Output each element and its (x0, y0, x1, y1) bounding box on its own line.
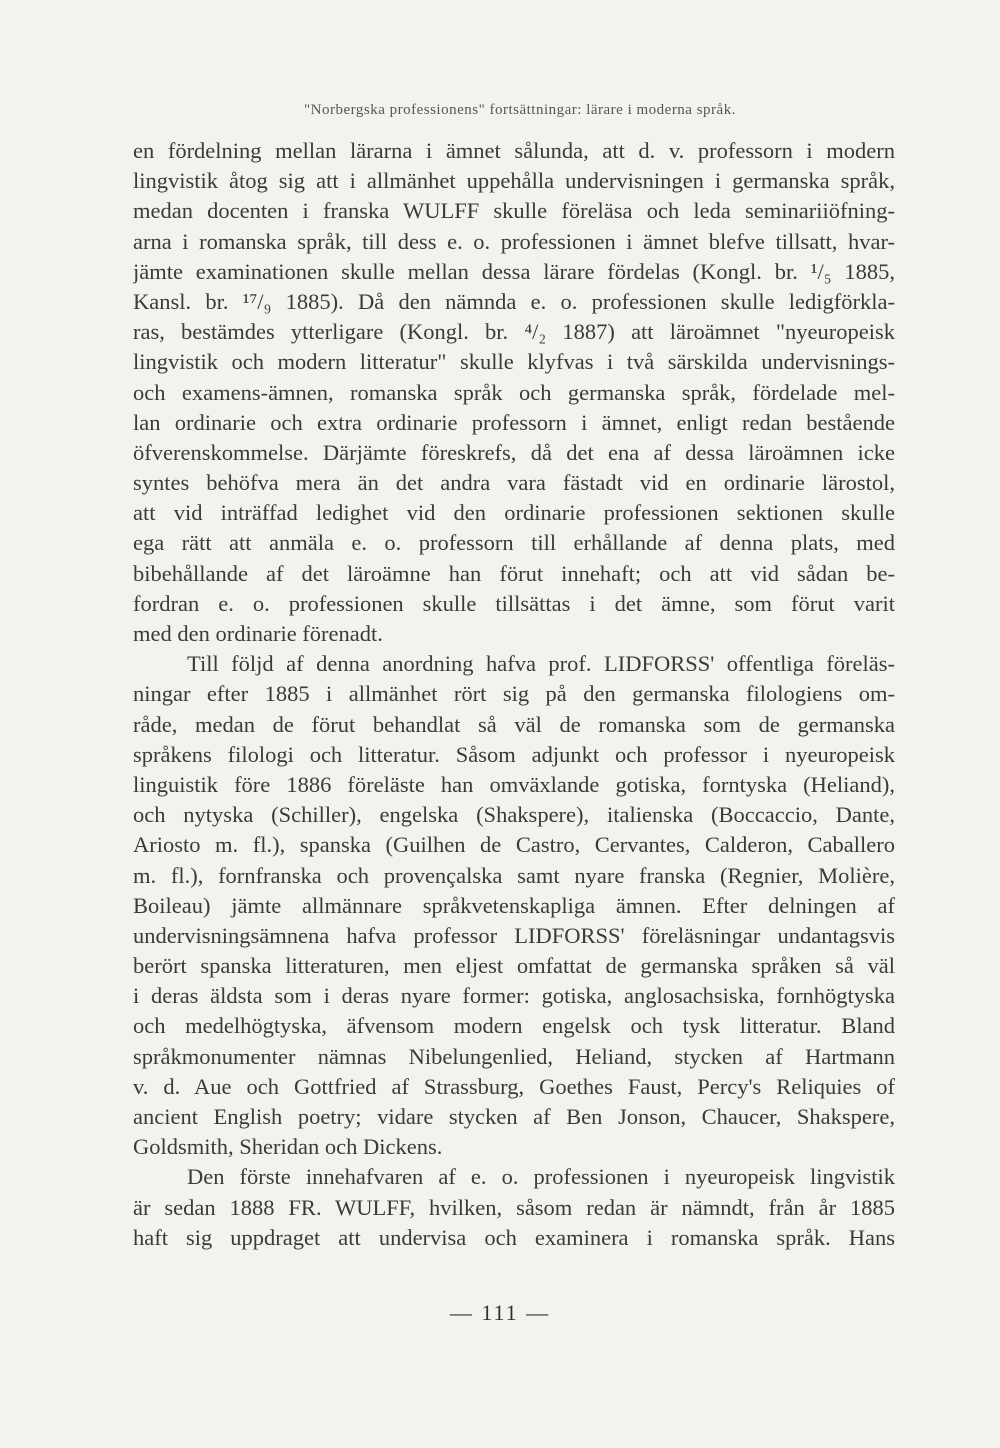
page-number: — 111 — (449, 1300, 551, 1325)
text-line: syntes behöfva mera än det andra vara fästadt vid en ordinarie lärostol, (133, 470, 895, 496)
text-line: undervisningsämnena hafva professor LIDFORSS' föreläsningar undantagsvis (133, 922, 895, 948)
text-line: Till följd af denna anordning hafva prof. LIDFORSS' offentliga föreläs- (187, 651, 895, 677)
text-line: fordran e. o. professionen skulle tillsättas i det ämne, som förut varit (133, 590, 895, 616)
text-line: berört spanska litteraturen, men eljest omfattat de germanska språken så väl (133, 953, 895, 979)
paragraph-2 (133, 649, 895, 1162)
text-line: haft sig uppdraget att undervisa och examinera i romanska språk. Hans (133, 1224, 895, 1250)
text-line: ras, bestämdes ytterligare (Kongl. br. ⁴/₂ 1887) att läroämnet "nyeuropeisk (133, 319, 895, 345)
running-head: "Norbergska professionens" fortsättningar: lärare i moderna språk. (304, 102, 736, 118)
text-line: ancient English poetry; vidare stycken af Ben Jonson, Chaucer, Shakspere, (133, 1104, 895, 1129)
text-line: språkmonumenter nämnas Nibelungenlied, Heliand, stycken af Hartmann (133, 1043, 895, 1069)
text-line: lingvistik åtog sig att i allmänhet uppehålla undervisningen i germanska språk, (133, 168, 895, 194)
text-line: en fördelning mellan lärarna i ämnet sålunda, att d. v. professorn i modern (133, 138, 895, 163)
text-line: och medelhögtyska, äfvensom modern engelsk och tysk litteratur. Bland (133, 1013, 895, 1039)
text-line: lingvistik och modern litteratur" skulle klyfvas i två särskilda undervisnings- (133, 349, 895, 375)
text-line: ningar efter 1885 i allmänhet rört sig på den germanska filologiens om- (133, 681, 895, 707)
text-line: och nytyska (Schiller), engelska (Shakspere), italienska (Boccaccio, Dante, (133, 802, 895, 828)
body-text (133, 136, 895, 1253)
text-line: med den ordinarie förenadt. (133, 621, 383, 646)
text-line: medan docenten i franska WULFF skulle föreläsa och leda seminariiöfning- (133, 198, 895, 224)
text-line: v. d. Aue och Gottfried af Strassburg, Goethes Faust, Percy's Reliquies of (133, 1073, 895, 1099)
text-line: Den förste innehafvaren af e. o. professionen i nyeuropeisk lingvistik (187, 1164, 895, 1190)
text-line: Kansl. br. ¹⁷/₉ 1885). Då den nämnda e. o. professionen skulle ledigförkla- (133, 288, 895, 314)
paragraph-1 (133, 136, 895, 649)
text-line: Ariosto m. fl.), spanska (Guilhen de Castro, Cervantes, Calderon, Caballero (133, 832, 895, 858)
text-line: bibehållande af det läroämne han förut innehaft; och att vid sådan be- (133, 560, 895, 586)
text-line: m. fl.), fornfranska och provençalska samt nyare franska (Regnier, Molière, (133, 862, 895, 888)
paragraph-3 (133, 1162, 895, 1253)
text-line: öfverenskommelse. Därjämte föreskrefs, då det ena af dessa läroämnen icke (133, 439, 895, 465)
text-line: Boileau) jämte allmännare språkvetenskapliga ämnen. Efter delningen af (133, 892, 895, 918)
text-line: språkens filologi och litteratur. Såsom adjunkt och professor i nyeuropeisk (133, 741, 895, 767)
text-line: ega rätt att anmäla e. o. professorn till erhållande af denna plats, med (133, 530, 895, 556)
text-line: är sedan 1888 FR. WULFF, hvilken, såsom redan är nämndt, från år 1885 (133, 1194, 895, 1220)
text-line: att vid inträffad ledighet vid den ordinarie professionen sektionen skulle (133, 500, 895, 526)
text-line: lan ordinarie och extra ordinarie professorn i ämnet, enligt redan bestående (133, 409, 895, 435)
text-line: arna i romanska språk, till dess e. o. professionen i ämnet blefve tillsatt, hvar- (133, 228, 895, 254)
text-line: i deras äldsta som i deras nyare former: gotiska, anglosachsiska, fornhögtyska (133, 983, 895, 1009)
text-line: och examens-ämnen, romanska språk och germanska språk, fördelade mel- (133, 379, 895, 405)
text-line: råde, medan de förut behandlat så väl de romanska som de germanska (133, 711, 895, 737)
text-line: Goldsmith, Sheridan och Dickens. (133, 1134, 443, 1160)
text-line: linguistik före 1886 föreläste han omväxlande gotiska, forntyska (Heliand), (133, 771, 895, 797)
text-line: jämte examinationen skulle mellan dessa lärare fördelas (Kongl. br. ¹/₅ 1885, (133, 258, 895, 284)
